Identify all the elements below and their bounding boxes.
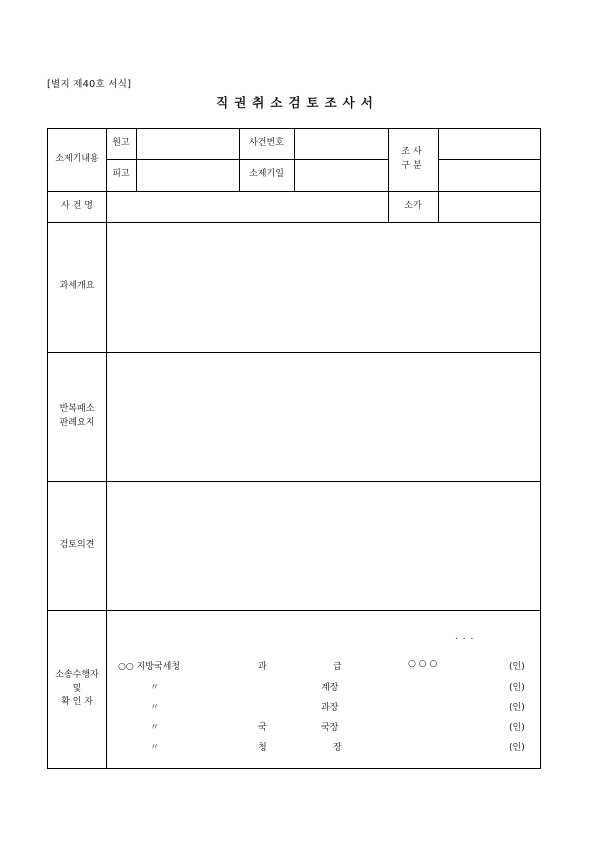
handler-confirmer-label: 소송수행자 및 확 인 자 [55, 669, 99, 708]
signature-title: 국장 [321, 723, 339, 733]
signature-division: 과 [258, 662, 267, 672]
seal-mark: (인) [509, 662, 525, 672]
document-title: 직권취소검토조사서 [216, 95, 379, 110]
signature-division: 청 [258, 743, 267, 753]
lawsuit-info-label: 소제기내용 [55, 154, 99, 165]
investigation-type-label: 조사 구분 [401, 147, 425, 171]
ditto-mark: 〃 [150, 743, 160, 753]
case-name-label: 사 건 명 [61, 200, 93, 211]
seal-mark: (인) [509, 703, 525, 713]
signature-circles: ○ ○ ○ [408, 659, 438, 669]
seal-mark: (인) [509, 683, 525, 693]
date-placeholder: . . . [455, 632, 475, 642]
signature-rank: 급 [333, 662, 342, 672]
defendant-label: 피고 [112, 169, 130, 180]
court-label: 소가 [404, 200, 422, 211]
ditto-mark: 〃 [150, 683, 160, 693]
filing-date-label: 소제기일 [249, 169, 284, 180]
form-reference: [별지 제40호 서식] [47, 79, 132, 90]
form-table [47, 128, 541, 769]
signature-title: 과장 [321, 703, 339, 713]
signature-title: 장 [333, 743, 342, 753]
ditto-mark: 〃 [150, 703, 160, 713]
review-opinion-label: 검토의견 [59, 539, 95, 550]
seal-mark: (인) [509, 743, 525, 753]
seal-mark: (인) [509, 723, 525, 733]
case-number-label: 사건번호 [249, 138, 284, 149]
tax-summary-label: 과세개요 [59, 281, 95, 292]
signature-org: ○○ 지방국세청 [118, 662, 181, 672]
plaintiff-label: 원고 [112, 138, 130, 149]
signature-title: 계장 [321, 683, 339, 693]
ditto-mark: 〃 [150, 723, 160, 733]
signature-division: 국 [258, 723, 267, 733]
rebuttal-precedent-label: 반복패소 판례요지 [59, 403, 95, 428]
